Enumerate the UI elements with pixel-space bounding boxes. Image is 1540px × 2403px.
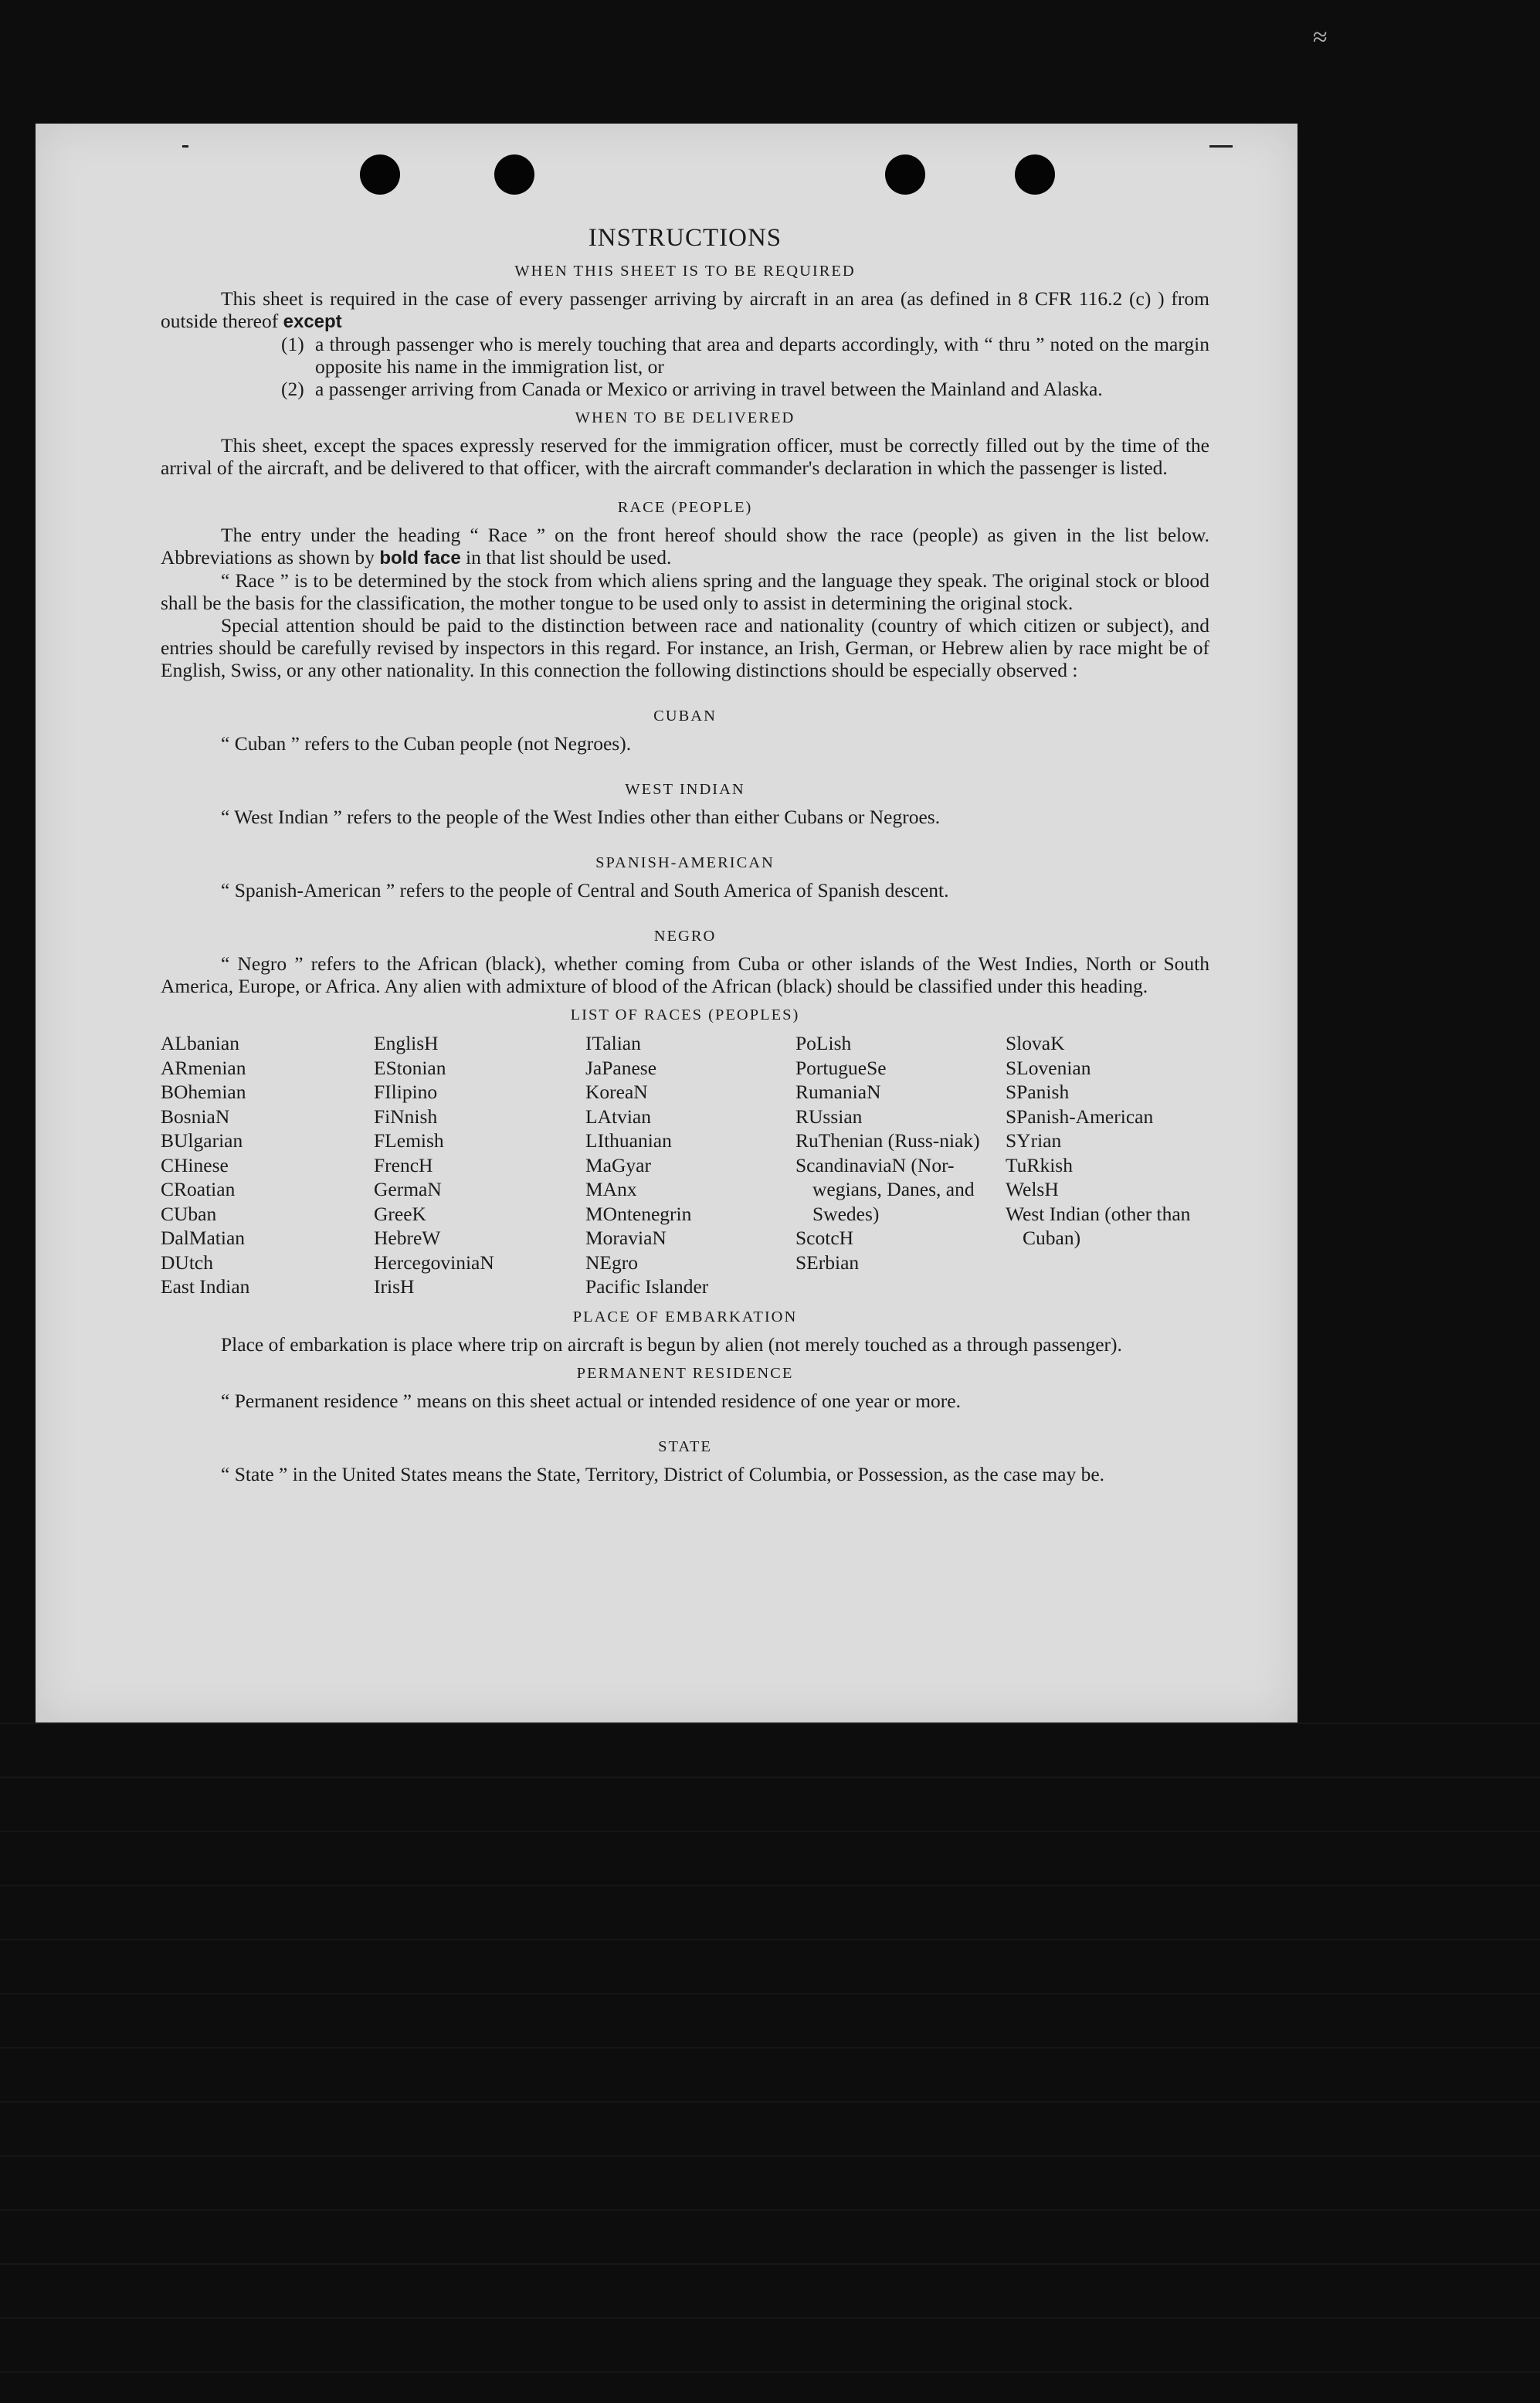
race-entry: NEgro bbox=[585, 1251, 638, 1274]
race-entry: ALbanian bbox=[161, 1032, 239, 1054]
race-entry: PortugueSe bbox=[795, 1056, 887, 1079]
heading-cuban: CUBAN bbox=[653, 708, 717, 725]
race-entry: GermaN bbox=[374, 1178, 442, 1200]
race-entry: DUtch bbox=[161, 1251, 213, 1274]
race-column-2 bbox=[374, 1031, 585, 1299]
race-entry: MAnx bbox=[585, 1178, 637, 1200]
margin-mark bbox=[1209, 145, 1233, 148]
punch-hole bbox=[1015, 154, 1055, 195]
race-entry: GreeK bbox=[374, 1202, 426, 1225]
when-delivered-text: This sheet, except the spaces expressly reserved for the immigration officer, must be correctly filled out by the time of the arrival of the aircraft, and be delivered to that officer, with the aircraft commander's declaration in which the passenger is listed. bbox=[161, 434, 1209, 479]
margin-mark bbox=[182, 145, 188, 148]
race-entry: LIthuanian bbox=[585, 1129, 672, 1152]
state-text: “ State ” in the United States means the State, Territory, District of Columbia, or Possession, as the case may be. bbox=[221, 1462, 1105, 1485]
race-entry: SYrian bbox=[1006, 1129, 1062, 1152]
race-entry: LAtvian bbox=[585, 1105, 651, 1128]
cuban-text: “ Cuban ” refers to the Cuban people (not Negroes). bbox=[221, 732, 632, 755]
race-entry: DalMatian bbox=[161, 1227, 246, 1249]
race-paragraph-1: The entry under the heading “ Race ” on the front hereof should show the race (people) as given in the list below. Abbreviations as shown by bold face in that list should be used. bbox=[161, 524, 1209, 569]
punch-hole bbox=[360, 154, 400, 195]
race-entry: CUban bbox=[161, 1202, 217, 1225]
race-entry: SPanish-American bbox=[1006, 1105, 1154, 1128]
race-entry: EnglisH bbox=[374, 1032, 439, 1054]
race-column-4 bbox=[795, 1031, 1006, 1299]
race-entry: MaGyar bbox=[585, 1153, 651, 1176]
race-entry: West Indian (other than Cuban) bbox=[1006, 1202, 1191, 1249]
heading-permanent-residence: PERMANENT RESIDENCE bbox=[576, 1364, 794, 1382]
race-entry: SLovenian bbox=[1006, 1056, 1091, 1079]
race-entry: East Indian bbox=[161, 1275, 250, 1298]
race-column-3 bbox=[585, 1031, 795, 1299]
spanish-american-text: “ Spanish-American ” refers to the people of Central and South America of Spanish descent. bbox=[221, 879, 949, 901]
heading-embarkation: PLACE OF EMBARKATION bbox=[572, 1308, 798, 1325]
race-list-table bbox=[161, 1031, 1209, 1299]
race-entry: CRoatian bbox=[161, 1178, 236, 1200]
race-column-5 bbox=[1006, 1031, 1209, 1299]
race-entry: PoLish bbox=[795, 1032, 852, 1054]
punch-hole bbox=[885, 154, 925, 195]
heading-list-of-races: LIST OF RACES (PEOPLES) bbox=[570, 1006, 800, 1023]
except-word: except bbox=[283, 311, 342, 332]
race-entry: ARmenian bbox=[161, 1056, 246, 1079]
race-column-1 bbox=[161, 1031, 374, 1299]
race-entry: FiNnish bbox=[374, 1105, 438, 1128]
race-paragraph-3: Special attention should be paid to the distinction between race and nationality (country of which citizen or subject), and entries should be carefully revised by inspectors in this regard. For instance, an Irish, German, or Hebrew alien by race might be of English, Swiss, or any other nationality. In this connection the following distinctions should be especially observed : bbox=[161, 614, 1209, 681]
heading-spanish-american: SPANISH-AMERICAN bbox=[595, 854, 775, 871]
race-entry: Pacific Islander bbox=[585, 1275, 709, 1298]
race-entry: MOntenegrin bbox=[585, 1202, 692, 1225]
race-entry: HebreW bbox=[374, 1227, 441, 1249]
race-entry: HercegoviniaN bbox=[374, 1251, 494, 1274]
race-entry: FrencH bbox=[374, 1153, 433, 1176]
heading-west-indian: WEST INDIAN bbox=[625, 781, 745, 798]
race-entry: ScotcH bbox=[795, 1227, 854, 1249]
when-required-intro: This sheet is required in the case of every passenger arriving by aircraft in an area (as defined in 8 CFR 116.2 (c) ) from outside thereof except bbox=[161, 287, 1209, 332]
race-entry: SlovaK bbox=[1006, 1032, 1065, 1054]
race-entry: ScandinaviaN (Nor-wegians, Danes, and Swedes) bbox=[795, 1153, 975, 1225]
race-paragraph-2: “ Race ” is to be determined by the stock from which aliens spring and the language they speak. The original stock or blood shall be the basis for the classification, the mother tongue to be used only to assist in determining the original stock. bbox=[161, 569, 1209, 614]
race-entry: TuRkish bbox=[1006, 1153, 1073, 1176]
heading-when-required: WHEN THIS SHEET IS TO BE REQUIRED bbox=[514, 263, 856, 280]
race-entry: BosniaN bbox=[161, 1105, 230, 1128]
heading-race: RACE (PEOPLE) bbox=[617, 499, 753, 516]
negro-text: “ Negro ” refers to the African (black), whether coming from Cuba or other islands of the West Indies, North or South America, Europe, or Africa. Any alien with admixture of blood of the African (black) should be classified under this heading. bbox=[161, 952, 1209, 997]
heading-state: STATE bbox=[658, 1437, 712, 1455]
race-entry: MoraviaN bbox=[585, 1227, 667, 1249]
permanent-residence-text: “ Permanent residence ” means on this sheet actual or intended residence of one year or more. bbox=[221, 1389, 961, 1412]
race-entry: BUlgarian bbox=[161, 1129, 243, 1152]
race-entry: SErbian bbox=[795, 1251, 860, 1274]
scan-corner-mark: ≈ bbox=[1313, 23, 1328, 52]
race-entry: JaPanese bbox=[585, 1056, 657, 1079]
race-entry: CHinese bbox=[161, 1153, 229, 1176]
race-entry: RumaniaN bbox=[795, 1081, 881, 1103]
race-entry: FIlipino bbox=[374, 1081, 438, 1103]
race-entry: FLemish bbox=[374, 1129, 444, 1152]
exception-item-2: (2) a passenger arriving from Canada or Mexico or arriving in travel between the Mainland and Alaska. bbox=[281, 378, 1103, 400]
race-entry: WelsH bbox=[1006, 1178, 1059, 1200]
instruction-sheet bbox=[36, 124, 1297, 1722]
heading-negro: NEGRO bbox=[653, 928, 717, 945]
race-entry: BOhemian bbox=[161, 1081, 246, 1103]
punch-hole bbox=[494, 154, 534, 195]
race-entry: KoreaN bbox=[585, 1081, 648, 1103]
race-entry: RuThenian (Russ-niak) bbox=[795, 1129, 980, 1152]
race-entry: EStonian bbox=[374, 1056, 446, 1079]
instructions-body bbox=[161, 222, 1209, 1485]
race-entry: SPanish bbox=[1006, 1081, 1070, 1103]
bold-face-word: bold face bbox=[379, 548, 461, 569]
page-title: INSTRUCTIONS bbox=[588, 224, 782, 252]
race-entry: IrisH bbox=[374, 1275, 415, 1298]
embarkation-text: Place of embarkation is place where trip on aircraft is begun by alien (not merely touched as a through passenger). bbox=[221, 1332, 1122, 1356]
heading-when-delivered: WHEN TO BE DELIVERED bbox=[575, 409, 795, 426]
race-entry: ITalian bbox=[585, 1032, 641, 1054]
scan-background bbox=[0, 1722, 1540, 2403]
west-indian-text: “ West Indian ” refers to the people of the West Indies other than either Cubans or Negroes. bbox=[221, 806, 941, 828]
exception-item-1: (1) a through passenger who is merely touching that area and departs accordingly, with “ thru ” noted on the margin opposite his name in the immigration list, or bbox=[281, 333, 1209, 378]
race-entry: RUssian bbox=[795, 1105, 863, 1128]
